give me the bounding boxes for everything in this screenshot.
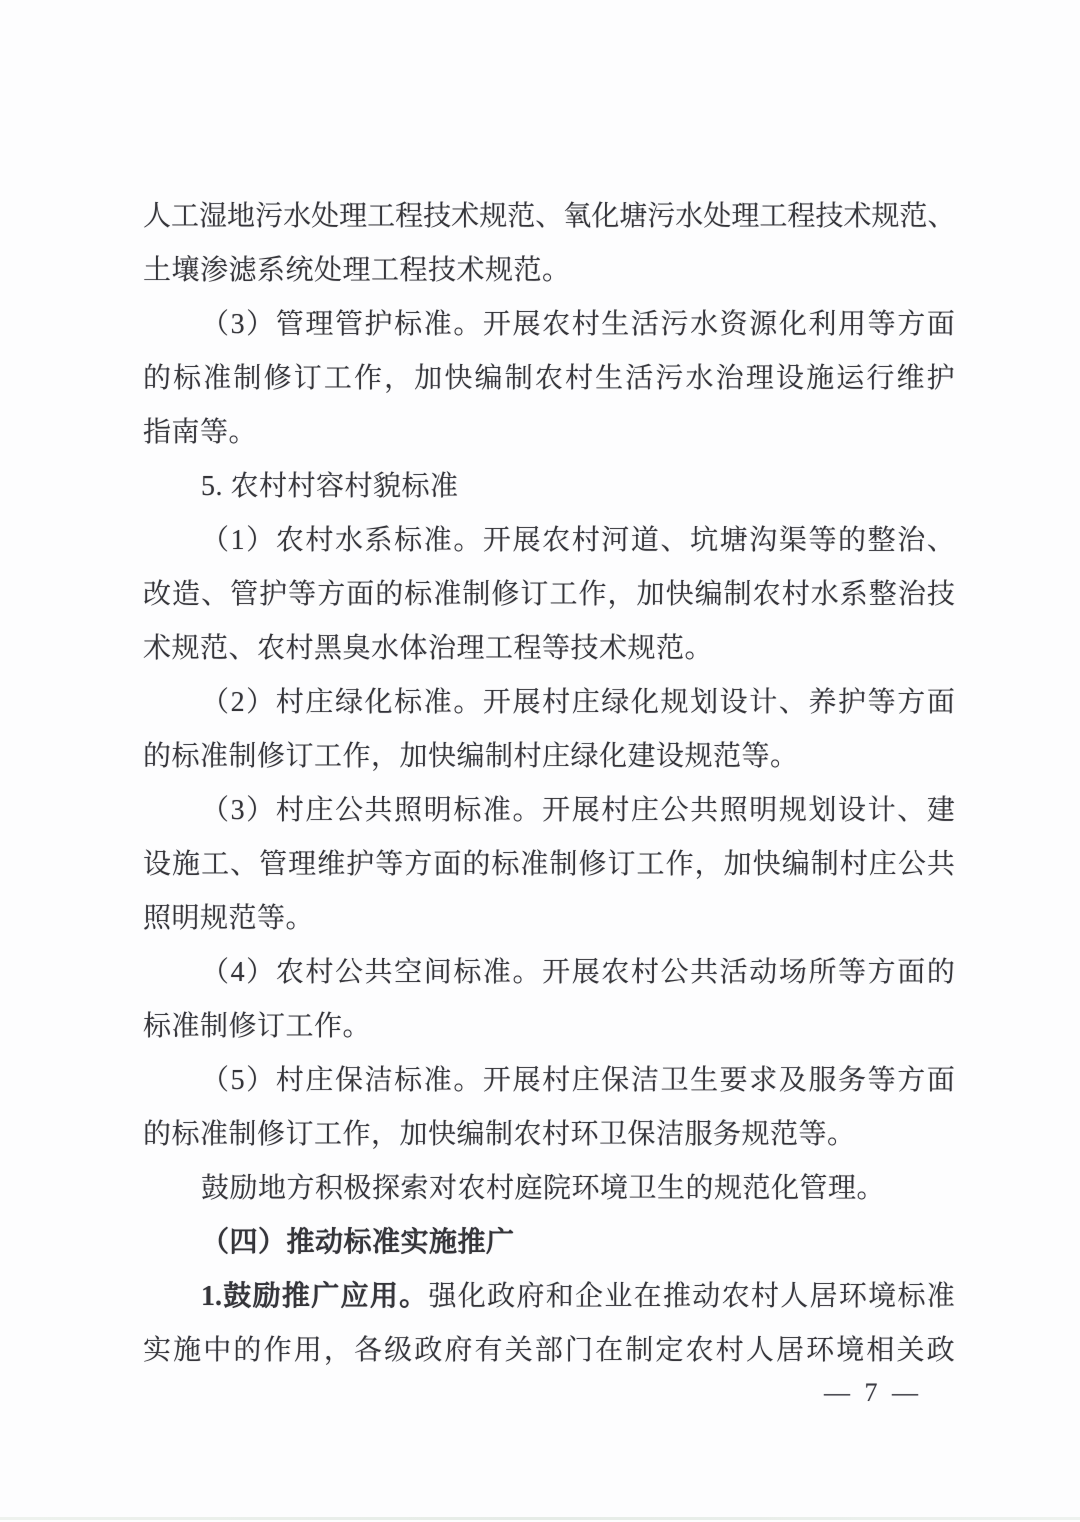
text-line: 标准制修订工作。: [143, 1011, 372, 1042]
text-line: 术规范、农村黑臭水体治理工程等技术规范。: [143, 633, 714, 664]
text-line: 照明规范等。: [143, 903, 315, 934]
text-line: 土壤渗滤系统处理工程技术规范。: [143, 255, 571, 286]
text-line: （四）推动标准实施推广: [201, 1227, 515, 1258]
text-line: 1. 鼓 励 推 广 应 用 。 强 化 政 府 和 企 业 在 推 动 农 村 人 居 环 境 标 准: [201, 1281, 955, 1312]
text-line: 的标准制修订工作，加快编制村庄绿化建设规范等。: [143, 741, 799, 772]
text-line: （ 1 ） 农 村 水 系 标 准 。 开 展 农 村 河 道 、 坑 塘 沟 渠 等 的 整 治 、: [201, 525, 955, 556]
text-line: （ 4 ） 农 村 公 共 空 间 标 准 。 开 展 农 村 公 共 活 动 场 所 等 方 面 的: [201, 957, 955, 988]
text-line: 的标准制修订工作，加快编制农村环卫保洁服务规范等。: [143, 1119, 856, 1150]
text-line: 设 施 工 、 管 理 维 护 等 方 面 的 标 准 制 修 订 工 作 ， 加 快 编 制 村 庄 公 共: [143, 849, 955, 880]
text-line: 5. 农村村容村貌标准: [201, 471, 459, 502]
text-line: （ 5 ） 村 庄 保 洁 标 准 。 开 展 村 庄 保 洁 卫 生 要 求 及 服 务 等 方 面: [201, 1065, 955, 1096]
text-line: （ 3 ） 村 庄 公 共 照 明 标 准 。 开 展 村 庄 公 共 照 明 规 划 设 计 、 建: [201, 795, 955, 826]
page-number: — 7 —: [824, 1378, 922, 1407]
text-line: 改 造 、 管 护 等 方 面 的 标 准 制 修 订 工 作 ， 加 快 编 制 农 村 水 系 整 治 技: [143, 579, 955, 610]
text-line: （ 3 ） 管 理 管 护 标 准 。 开 展 农 村 生 活 污 水 资 源 化 利 用 等 方 面: [201, 309, 955, 340]
text-line: 指南等。: [143, 417, 258, 448]
text-line: 的 标 准 制 修 订 工 作 ， 加 快 编 制 农 村 生 活 污 水 治 理 设 施 运 行 维 护: [143, 363, 955, 394]
page-bottom-edge: [0, 1517, 1080, 1520]
text-line: 实 施 中 的 作 用 ， 各 级 政 府 有 关 部 门 在 制 定 农 村 人 居 环 境 相 关 政: [143, 1335, 955, 1366]
text-line: （ 2 ） 村 庄 绿 化 标 准 。 开 展 村 庄 绿 化 规 划 设 计 、 养 护 等 方 面: [201, 687, 955, 718]
text-line: 鼓励地方积极探索对农村庭院环境卫生的规范化管理。: [201, 1173, 886, 1204]
text-line: 人 工 湿 地 污 水 处 理 工 程 技 术 规 范 、 氧 化 塘 污 水 处 理 工 程 技 术 规 范 、: [143, 201, 956, 232]
document-body: [143, 190, 955, 1378]
